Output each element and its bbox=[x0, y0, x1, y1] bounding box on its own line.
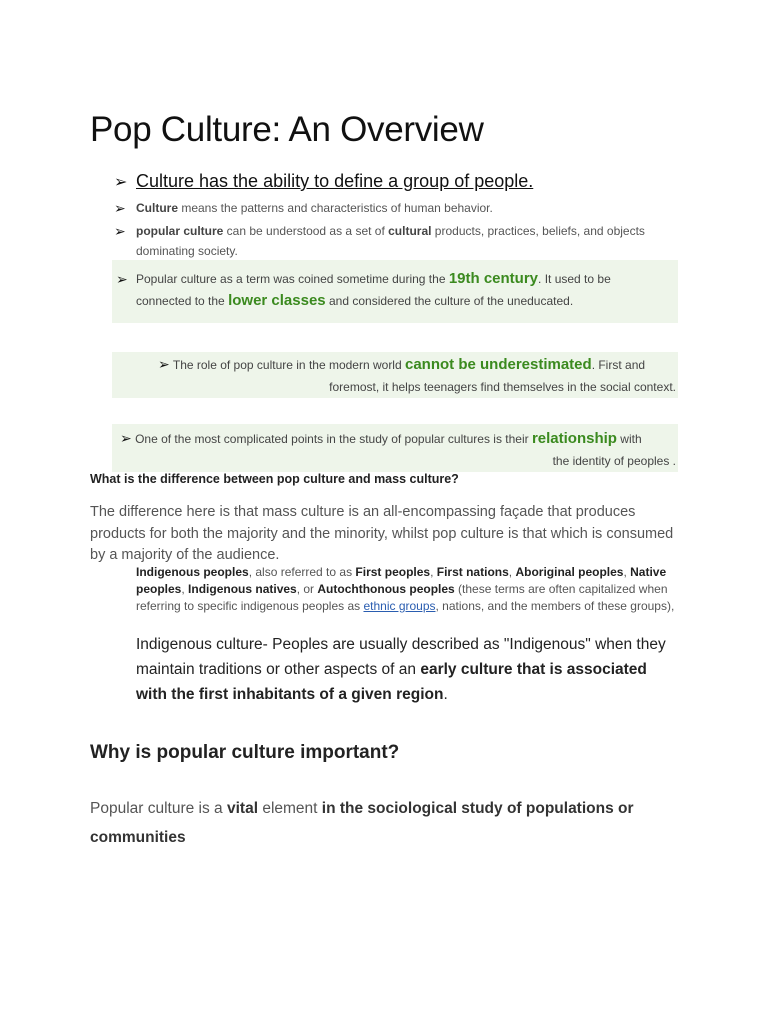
ethnic-groups-link[interactable]: ethnic groups bbox=[363, 599, 436, 613]
highlight-cannot-be-underestimated: cannot be underestimated bbox=[404, 356, 592, 373]
page-title: Pop Culture: An Overview bbox=[90, 110, 484, 149]
bullet-culture-definition bbox=[114, 198, 674, 218]
box1-text-3: and considered the culture of the uneducated. bbox=[325, 294, 574, 308]
term: Native peoples bbox=[136, 565, 667, 596]
text: Popular culture is a bbox=[90, 800, 227, 817]
term-popular-culture: popular culture bbox=[136, 224, 224, 238]
indigenous-peoples-paragraph bbox=[136, 564, 681, 615]
highlight-box-pop-culture-role bbox=[112, 352, 678, 398]
arrow-bullet-icon: ➢ bbox=[120, 430, 132, 446]
text: (these terms are often capitalized when referring to specific indigenous peoples as bbox=[136, 582, 668, 613]
arrow-bullet-icon: ➢ bbox=[114, 200, 126, 216]
text: element bbox=[258, 800, 322, 817]
box2-text-line2: foremost, it helps teenagers find themselves in the social context. bbox=[329, 380, 676, 394]
bold-text: vital bbox=[227, 800, 259, 817]
question-heading: What is the difference between pop culture and mass culture? bbox=[90, 472, 459, 486]
highlight-box-19th-century bbox=[112, 260, 678, 323]
highlight-relationship: relationship bbox=[531, 430, 617, 447]
text: , bbox=[430, 565, 437, 579]
term: First nations bbox=[436, 565, 509, 579]
term: First peoples bbox=[355, 565, 431, 579]
bullet3-text-1: can be understood as a set of bbox=[223, 224, 389, 238]
indigenous-culture-paragraph bbox=[136, 632, 681, 707]
text: , nations, and the members of these groups), bbox=[435, 599, 675, 613]
highlight-box-relationship bbox=[112, 424, 678, 472]
highlight-19th-century: 19th century bbox=[448, 270, 539, 287]
text: , or bbox=[296, 582, 318, 596]
bullet-main bbox=[114, 171, 714, 192]
box3-text-2: with bbox=[616, 432, 642, 446]
box1-text-2: . It used to be connected to the bbox=[136, 272, 611, 308]
box3-text-1: One of the most complicated points in the study of popular cultures is their bbox=[135, 432, 532, 446]
box2-text-2: . First and bbox=[591, 358, 646, 372]
box3-text-line2: the identity of peoples . bbox=[552, 454, 676, 468]
term: Indigenous peoples bbox=[136, 565, 249, 579]
text: , also referred to as bbox=[248, 565, 356, 579]
bold-text: early culture that is associated with the first inhabitants of a given region bbox=[136, 661, 647, 703]
bullet-popular-culture-definition bbox=[114, 221, 674, 261]
term-cultural: cultural bbox=[388, 224, 432, 238]
arrow-bullet-icon: ➢ bbox=[116, 271, 128, 287]
text: , bbox=[508, 565, 516, 579]
box1-text-1: Popular culture as a term was coined sometime during the bbox=[136, 272, 449, 286]
term: Autochthonous peoples bbox=[317, 582, 455, 596]
arrow-bullet-icon: ➢ bbox=[114, 174, 128, 191]
text: . bbox=[443, 686, 448, 703]
final-paragraph bbox=[90, 794, 690, 852]
text: Indigenous culture- Peoples are usually described as "Indigenous" when they maintain traditions or other aspects of an bbox=[136, 636, 666, 678]
text: , bbox=[181, 582, 189, 596]
text: , bbox=[623, 565, 631, 579]
difference-paragraph: The difference here is that mass culture is an all-encompassing façade that produces products for both the majority and the minority, whilst pop culture is that which is consumed by a majority of the audience. bbox=[90, 504, 674, 563]
bold-text: in the sociological study of populations or communities bbox=[90, 800, 634, 846]
bullet3-text-2: products, practices, beliefs, and objects dominating society. bbox=[136, 224, 645, 258]
arrow-bullet-icon: ➢ bbox=[158, 356, 170, 372]
bullet2-text: means the patterns and characteristics of human behavior. bbox=[178, 201, 493, 215]
section-heading: Why is popular culture important? bbox=[90, 742, 400, 763]
highlight-lower-classes: lower classes bbox=[228, 292, 326, 309]
box2-text-1: The role of pop culture in the modern world bbox=[172, 358, 405, 372]
arrow-bullet-icon: ➢ bbox=[114, 223, 126, 239]
term: Indigenous natives bbox=[188, 582, 297, 596]
term-culture: Culture bbox=[136, 201, 178, 215]
bullet-main-text: Culture has the ability to define a group of people. bbox=[136, 171, 534, 191]
term: Aboriginal peoples bbox=[515, 565, 624, 579]
